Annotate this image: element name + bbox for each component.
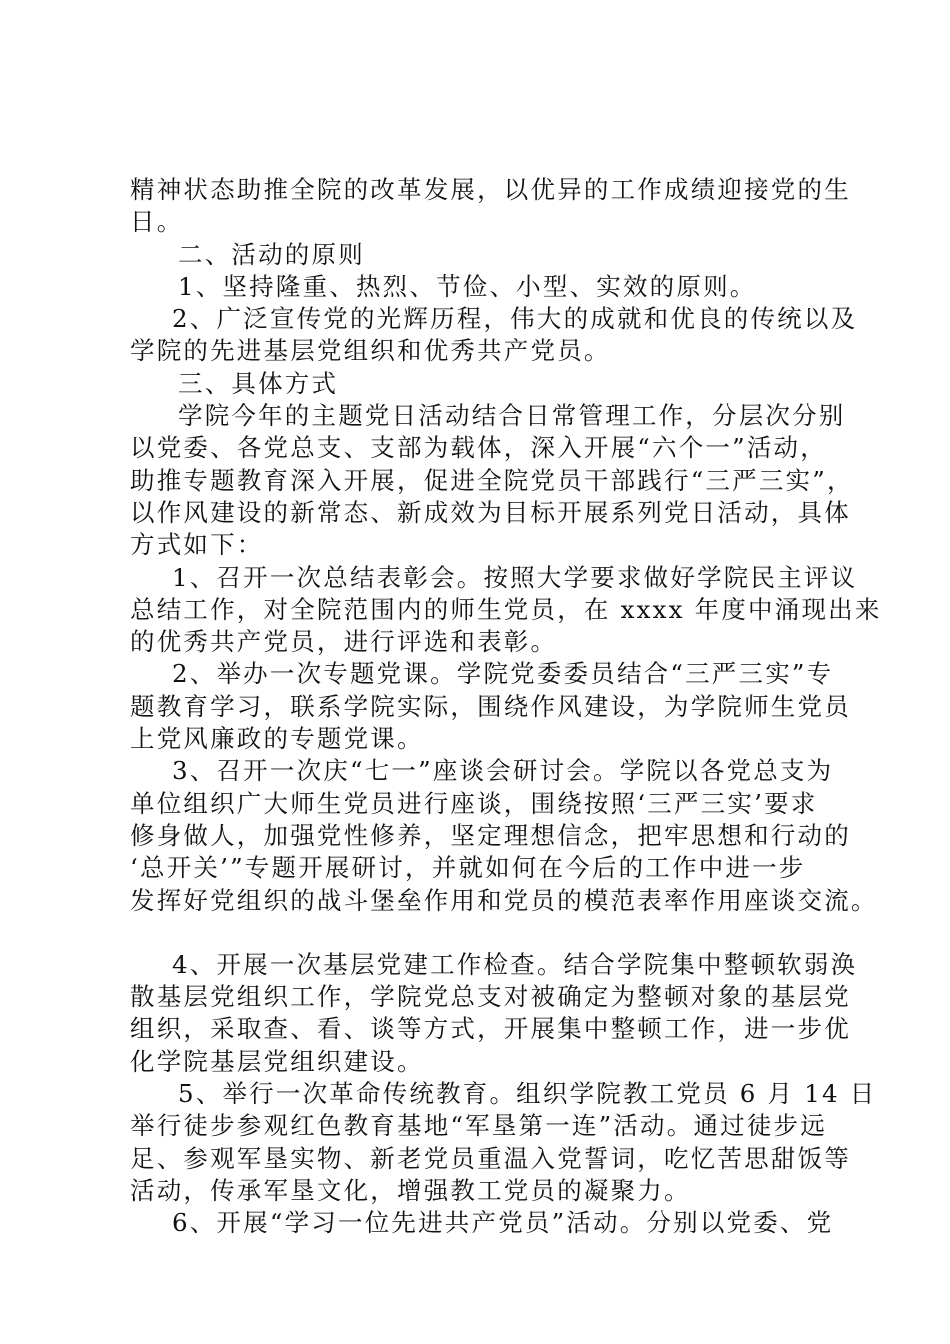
text-line: 题教育学习，联系学院实际，围绕作风建设，为学院师生党员 [130,691,851,721]
text-line: 上党风廉政的专题党课。 [130,724,424,754]
text-line: 化学院基层党组织建设。 [130,1046,424,1076]
text-line: 足、参观军垦实物、新老党员重温入党誓词，吃忆苦思甜饭等 [130,1143,851,1173]
text-line: 发挥好党组织的战斗堡垒作用和党员的模范表率作用座谈交流。 [130,885,878,915]
text-line: 2、广泛宣传党的光辉历程，伟大的成就和优良的传统以及 [172,304,858,334]
text-line: 学院今年的主题党日活动结合日常管理工作，分层次分别 [178,401,846,431]
text-line: 3、召开一次庆“七一”座谈会研讨会。学院以各党总支为 [172,756,834,786]
text-line: 单位组织广大师生党员进行座谈，围绕按照‘三严三实’要求 [130,788,818,818]
text-line: 学院的先进基层党组织和优秀共产党员。 [130,336,611,366]
text-line: 1、召开一次总结表彰会。按照大学要求做好学院民主评议 [172,562,858,592]
text-line: 6、开展“学习一位先进共产党员”活动。分别以党委、党 [172,1208,834,1238]
text-line: 1、坚持隆重、热烈、节俭、小型、实效的原则。 [178,271,757,301]
text-line: 以党委、各党总支、支部为载体，深入开展“六个一”活动， [130,433,827,463]
paragraph-gap [130,917,850,949]
text-line: 举行徒步参观红色教育基地“军垦第一连”活动。通过徒步远 [130,1111,827,1141]
text-line: 方式如下： [130,530,264,560]
text-line: 以作风建设的新常态、新成效为目标开展系列党日活动，具体 [130,497,851,527]
section-heading: 二、活动的原则 [178,239,365,269]
text-line: 日。 [130,207,184,237]
text-line: 5、举行一次革命传统教育。组织学院教工党员 6 月 14 日 [178,1079,877,1109]
text-line: 活动，传承军垦文化，增强教工党员的凝聚力。 [130,1175,691,1205]
text-line: 2、举办一次专题党课。学院党委委员结合“三严三实”专 [172,659,834,689]
text-line: ‘总开关’”专题开展研讨，并就如何在今后的工作中进一步 [130,853,806,883]
text-line: 的优秀共产党员，进行评选和表彰。 [130,627,558,657]
text-line: 精神状态助推全院的改革发展，以优异的工作成绩迎接党的生 [130,175,851,204]
text-line: 助推专题教育深入开展，促进全院党员干部践行“三严三实”， [130,465,854,495]
text-line: 散基层党组织工作，学院党总支对被确定为整顿对象的基层党 [130,982,851,1012]
text-line: 总结工作，对全院范围内的师生党员，在 xxxx 年度中涌现出来 [130,594,882,624]
document-body [130,174,882,1240]
section-heading: 三、具体方式 [178,368,339,398]
text-line: 修身做人，加强党性修养，坚定理想信念，把牢思想和行动的 [130,820,851,850]
text-line: 组织，采取查、看、谈等方式，开展集中整顿工作，进一步优 [130,1014,851,1044]
text-line: 4、开展一次基层党建工作检查。结合学院集中整顿软弱涣 [172,949,858,979]
